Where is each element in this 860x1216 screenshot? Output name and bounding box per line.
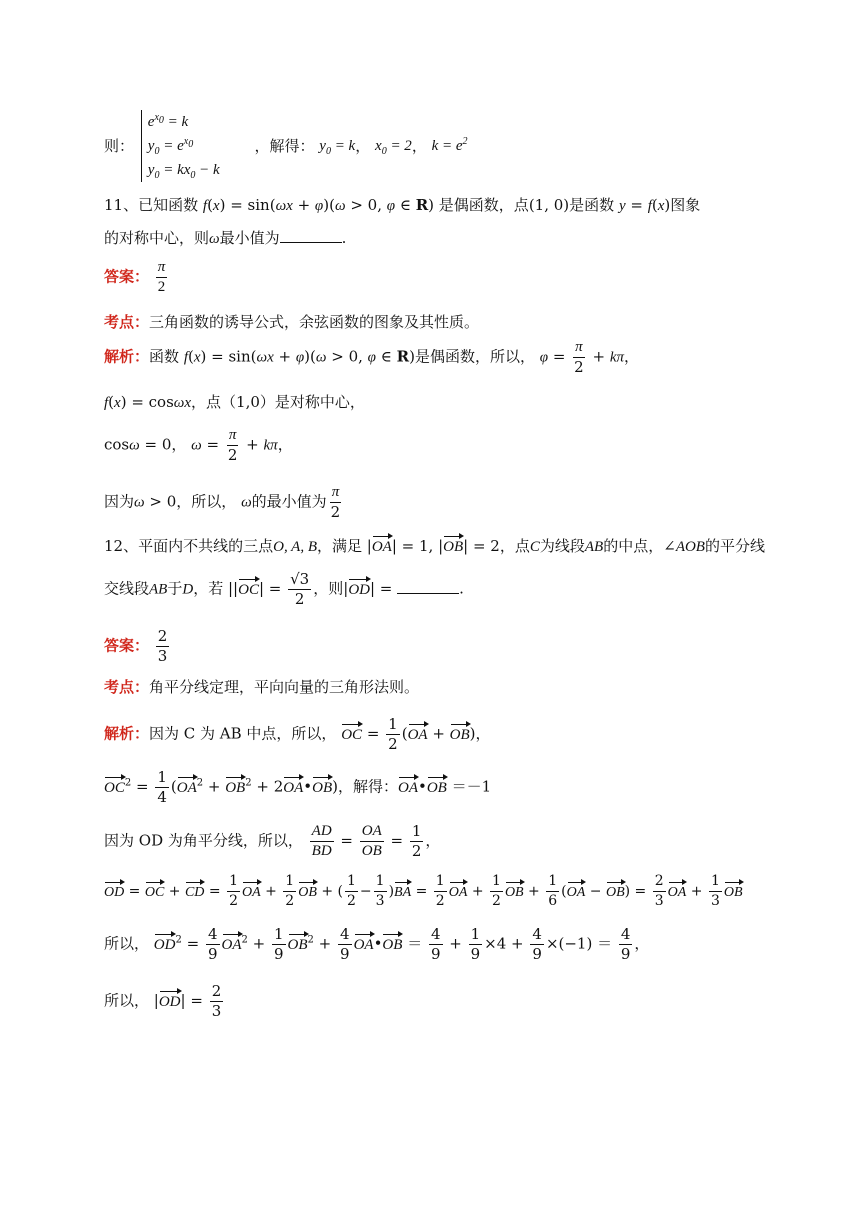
q11-func: f xyxy=(202,198,208,214)
q12-text-b: ，满足 xyxy=(317,537,363,555)
q12-kaodian-label: 考点： xyxy=(104,678,150,696)
q12-l6: 所以， xyxy=(104,991,150,1010)
q12-text-h: 于 xyxy=(167,579,183,598)
q12-l3: 因为 OD 为角平分线，所以， xyxy=(104,831,303,850)
q11-jiexi-line3: cosω = 0， ω = $\frac{\pi}{2}$ + kπ， xyxy=(104,427,293,464)
q11-stem-line1: 11、已知函数 f(x) = sin(ωx + φ)(ω > 0, φ ∈ R) 是偶函数，点(1, 0)是函数 y = f(x)图象 xyxy=(104,196,701,214)
q11-kaodian-text: 三角函数的诱导公式，余弦函数的图象及其性质。 xyxy=(149,313,480,331)
q12-jiexi-line3: 因为 OD 为角平分线，所以， $\frac{AD}{BD}$ = $\frac{OA}{OB}$ = $\frac{1}{2}$ ， xyxy=(104,822,441,860)
q11-jiexi-label: 解析： xyxy=(104,347,150,366)
q12-text-d: 为线段 xyxy=(539,537,585,555)
q12-jiexi-line1: 解析：因为 C 为 AB 中点，所以， OC = $\frac{1}{2}$ (OA + OB)， xyxy=(104,715,491,753)
q11-text-e: 的对称中心，则 xyxy=(104,229,210,247)
jiede-label: ，解得： xyxy=(254,137,315,155)
system-eq-3: $y_0 = kx_0 - k$ xyxy=(147,162,220,181)
q11-text-a: 已知函数 xyxy=(138,196,199,214)
q12-jiexi-line2: $OC^2$ = $\frac{1}{4}$ ($OA^2 + OB^2$ + 2OA•OB)，解得：OA•OB ＝－1 xyxy=(104,768,492,806)
q12-text-a: 平面内不共线的三点 xyxy=(138,537,274,555)
q11-number: 11、 xyxy=(104,196,139,214)
q12-blank xyxy=(397,579,459,594)
system-eq-1: $e^{x_0} = k$ xyxy=(147,112,189,130)
q11-blank xyxy=(280,228,342,243)
q11-l4c: 的最小值为 xyxy=(251,492,327,511)
q12-number: 12、 xyxy=(104,537,139,555)
q12-text-i: ，若 xyxy=(193,579,224,598)
q12-kaodian-text: 角平分线定理，平向向量的三角形法则。 xyxy=(149,678,420,696)
q11-kaodian-line xyxy=(104,312,820,332)
q11-text-b: 是偶函数，点 xyxy=(438,196,529,214)
q12-text-j: ，则 xyxy=(313,579,344,598)
q12-text-e: 的中点， xyxy=(603,537,664,555)
q12-jiexi-line4: OD = OC + CD = $\frac{1}{2}$ OA + $\frac{1}{2}$ OB + ( $\frac{1}{2}$ − $\frac{1}{3}$ )BA = $\frac{1}{2}$ OA + $\frac{1}{2}$ OB + $\frac{1}{6}$ (OA − OB) = $\frac{2}{3}$ OA + $\frac{1}{3}$ OB xyxy=(104,873,743,909)
q11-jiexi-line4: 因为ω > 0，所以， ω的最小值为 $\frac{\pi}{2}$ xyxy=(104,484,341,521)
q11-l2b: ，点（1,0）是对称中心， xyxy=(191,393,365,411)
q12-l2b: ，解得： xyxy=(337,777,398,796)
q11-jiexi-line2: f(x) = cosωx，点（1,0）是对称中心， xyxy=(104,393,365,411)
q12-jiexi-line5: 所以， $OD^2$ = $\frac{4}{9}$ $OA^2$ + $\frac{1}{9}$ $OB^2$ + $\frac{4}{9}$ OA•OB ＝ $\frac{4}{9}$ + $\frac{1}{9}$ ×4 + $\frac{4}{9}$ ×(−1) ＝ $\frac{4}{9}$ ， xyxy=(104,925,650,963)
result-x0: $x_0 = 2$ xyxy=(375,138,412,157)
q12-stem-line1: 12、平面内不共线的三点O, A, B，满足 |OA| = 1, |OB| = 2，点C为线段AB的中点，∠AOB的平分线 xyxy=(104,537,765,555)
q11-l4b: ，所以， xyxy=(176,492,237,511)
q11-l4a: 因为 xyxy=(104,492,135,511)
q12-answer-label: 答案： xyxy=(104,636,150,655)
q11-text-f: 最小值为 xyxy=(219,229,280,247)
q12-answer-line xyxy=(104,627,820,666)
q12-kaodian-line xyxy=(104,677,820,697)
q12-jiexi-line6: 所以， |OD| = $\frac{2}{3}$ xyxy=(104,982,222,1020)
q11-point: (1, 0) xyxy=(528,196,570,214)
system-eq-2: $y_0 = e^{x_0}$ xyxy=(147,136,194,157)
q11-stem-line2: 的对称中心，则ω最小值为 . xyxy=(104,229,347,247)
q11-answer-line xyxy=(104,258,820,297)
q11-l1a: 函数 xyxy=(149,347,180,366)
q11-kaodian-label: 考点： xyxy=(104,313,150,331)
q11-l1b: 是偶函数，所以， xyxy=(414,347,535,366)
result-y0: $y_0 = k$ xyxy=(319,138,356,157)
q12-stem-line2: 交线段AB于D，若 ||OC| = $\frac{√3}{2}$ ，则|OD| = . xyxy=(104,570,464,608)
q12-points: O, A, B xyxy=(273,539,317,555)
q12-l1: 因为 C 为 AB 中点，所以， xyxy=(149,724,337,743)
q11-answer-label: 答案： xyxy=(104,267,150,286)
q11-text-d: 图象 xyxy=(670,196,701,214)
q12-text-g: 交线段 xyxy=(104,579,150,598)
q11-text-c: 是函数 xyxy=(569,196,615,214)
q11-jiexi-line1: 解析：函数 f(x) = sin(ωx + φ)(ω > 0, φ ∈ R)是偶函数，所以， φ = $\frac{\pi}{2}$ + kπ， xyxy=(104,339,640,376)
q11-answer-fraction: $\frac{\pi}{2}$ xyxy=(157,259,166,295)
q12-text-c: ，点 xyxy=(499,537,530,555)
system-line: 则： $e^{x_0} = k$ $y_0 = e^{x_0}$ $y_0 = kx_0 - k$ ，解得： $y_0 = k$， $x_0 = 2$， $k = e^2$ xyxy=(104,112,468,181)
ze-label: 则： xyxy=(104,137,135,155)
q12-l5: 所以， xyxy=(104,934,150,953)
equation-system xyxy=(141,110,220,182)
q12-answer-fraction: $\frac{2}{3}$ xyxy=(157,627,168,665)
q12-jiexi-label: 解析： xyxy=(104,724,150,743)
result-k: $k = e^2$ xyxy=(431,136,468,154)
q12-text-f: 的平分线 xyxy=(704,537,765,555)
